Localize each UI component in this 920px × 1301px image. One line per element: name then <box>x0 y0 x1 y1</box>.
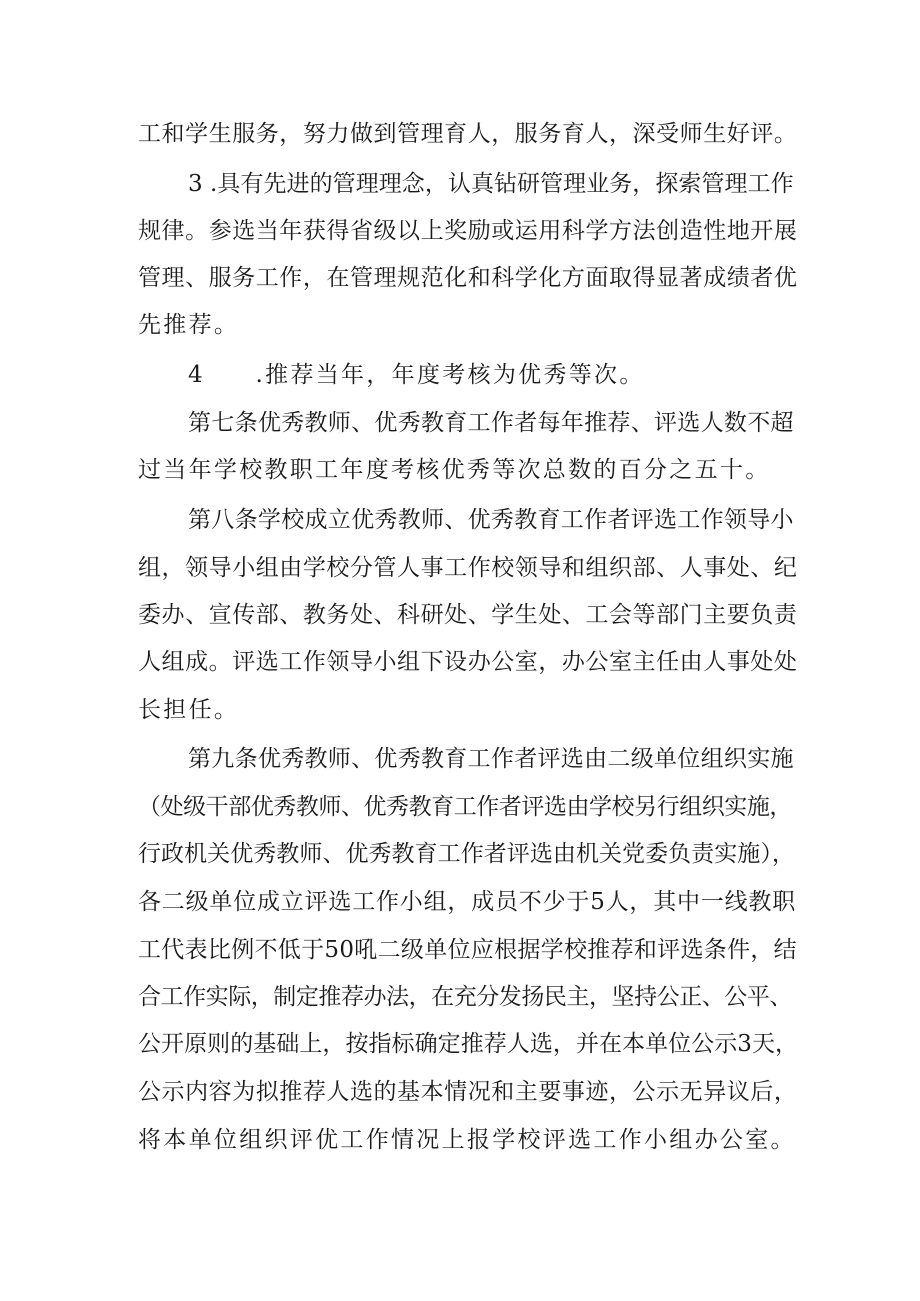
text-line: 长担任。 <box>138 697 240 723</box>
text-line: 人组成。评选工作领导小组下设办公室，办公室主任由人事处处 <box>138 649 798 675</box>
text-line: 公示内容为拟推荐人选的基本情况和主要事迹，公示无异议后， <box>138 1079 798 1105</box>
text-line: 行政机关优秀教师、优秀教育工作者评选由机关党委负责实施）， <box>138 841 795 867</box>
text-line: 各二级单位成立评选工作小组，成员不少于5人，其中一线教职 <box>138 889 797 915</box>
text-line: 组，领导小组由学校分管人事工作校领导和组织部、人事处、纪 <box>138 555 798 581</box>
text-line: 委办、宣传部、教务处、科研处、学生处、工会等部门主要负责 <box>138 602 798 628</box>
text-line: 4 .推荐当年，年度考核为优秀等次。 <box>188 362 645 388</box>
text-line: 工代表比例不低于50吼二级单位应根据学校推荐和评选条件，结 <box>138 937 797 963</box>
text-line: 合工作实际，制定推荐办法，在充分发扬民主，坚持公正、公平、 <box>138 984 792 1010</box>
text-line: 工和学生服务，努力做到管理育人，服务育人，深受师生好评。 <box>138 121 798 147</box>
text-line: 将本单位组织评优工作情况上报学校评选工作小组办公室。 <box>138 1127 796 1153</box>
text-line: 第九条优秀教师、优秀教育工作者评选由二级单位组织实施 <box>188 746 794 772</box>
text-line: 先推荐。 <box>138 312 240 338</box>
text-line: 第七条优秀教师、优秀教育工作者每年推荐、评选人数不超 <box>188 410 794 436</box>
text-line: 3 .具有先进的管理理念，认真钻研管理业务，探索管理工作 <box>188 171 794 197</box>
text-line: 过当年学校教职工年度考核优秀等次总数的百分之五十。 <box>138 457 771 483</box>
text-line: （处级干部优秀教师、优秀教育工作者评选由学校另行组织实施， <box>138 794 792 820</box>
text-line: 公开原则的基础上，按指标确定推荐人选，并在本单位公示3天， <box>138 1031 799 1057</box>
text-line: 管理、服务工作，在管理规范化和科学化方面取得显著成绩者优 <box>138 265 798 291</box>
text-line: 规律。参选当年获得省级以上奖励或运用科学方法创造性地开展 <box>138 218 798 244</box>
text-line: 第八条学校成立优秀教师、优秀教育工作者评选工作领导小 <box>188 507 794 533</box>
